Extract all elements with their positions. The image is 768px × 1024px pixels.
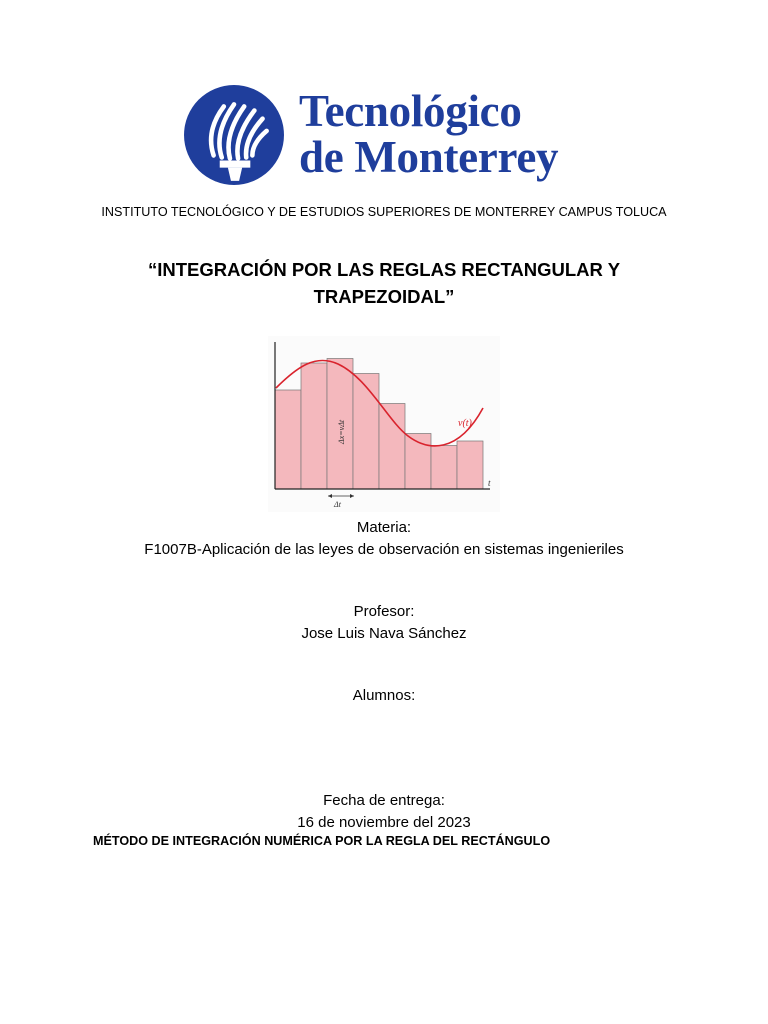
date-label: Fecha de entrega: xyxy=(323,792,445,809)
rectangle-bar-2 xyxy=(301,363,327,489)
rectangle-bar-5 xyxy=(379,404,405,490)
professor-label: Profesor: xyxy=(353,603,415,620)
institute-name: INSTITUTO TECNOLÓGICO Y DE ESTUDIOS SUPERIORES DE MONTERREY CAMPUS TOLUCA xyxy=(101,205,667,219)
professor-block xyxy=(0,601,768,645)
rectangle-rule-figure xyxy=(268,336,500,512)
subject-block xyxy=(0,517,768,561)
rectangle-bar-1 xyxy=(275,390,301,489)
logo-line-2: de Monterrey xyxy=(299,132,559,182)
curve-label: v(t) xyxy=(458,418,472,429)
rectangle-bar-4 xyxy=(353,374,379,490)
students-label: Alumnos: xyxy=(352,687,416,704)
subject-label: Materia: xyxy=(356,519,412,536)
width-label: Δt xyxy=(334,500,341,509)
rectangle-bar-7 xyxy=(431,446,457,490)
date-block xyxy=(0,790,768,834)
professor-value: Jose Luis Nava Sánchez xyxy=(301,625,467,642)
torch-logo-icon xyxy=(183,84,285,186)
title-line-1: “INTEGRACIÓN POR LAS REGLAS RECTANGULAR Y xyxy=(147,259,621,280)
rectangle-bar-8 xyxy=(457,441,483,489)
section-heading: MÉTODO DE INTEGRACIÓN NUMÉRICA POR LA REGLA DEL RECTÁNGULO xyxy=(93,834,551,848)
title-line-2: TRAPEZOIDAL” xyxy=(313,286,455,307)
tec-logo xyxy=(183,84,603,194)
x-axis-label: t xyxy=(488,478,491,488)
students-block xyxy=(0,685,768,707)
height-label: Δx=vΔt xyxy=(337,419,346,444)
subject-value: F1007B-Aplicación de las leyes de observación en sistemas ingenieriles xyxy=(144,541,624,558)
date-value: 16 de noviembre del 2023 xyxy=(297,814,471,831)
logo-wordmark xyxy=(299,88,558,180)
document-title xyxy=(100,256,668,310)
logo-line-1: Tecnológico xyxy=(299,86,522,136)
